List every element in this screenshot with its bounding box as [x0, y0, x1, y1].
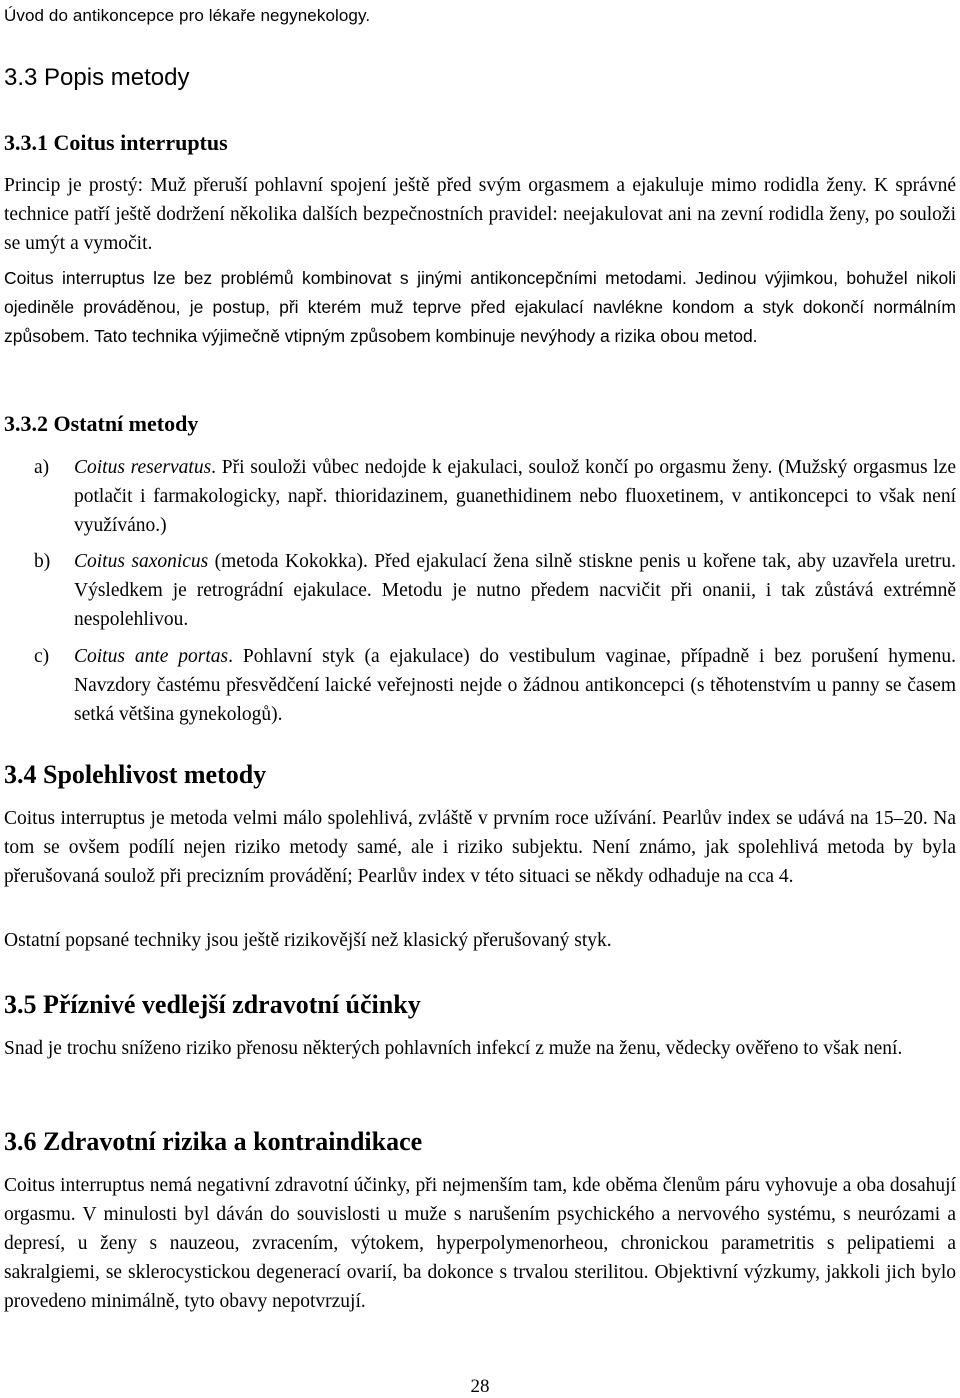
list-marker: a)	[34, 457, 50, 478]
paragraph-risks: Coitus interruptus nemá negativní zdravotní účinky, při nejmenším tam, kde oběma členům páru vyhovuje a oba dosahují orgasmu. V minulosti byl dáván do souvislosti u muže s narušením psychického a nervového systému, s neurózami a depresí, u ženy s nauzeou, zvracením, výtokem, hyperpolymenorheou, chronickou parametritis s pelipatiemi a sakralgiemi, se sklerocystickou degenerací ovarií, ba dokonce s trvalou sterilitou. Objektivní výzkumy, jakkoli jich bylo provedeno minimálně, tyto obavy nepotvrzují.	[4, 1175, 956, 1312]
subsection-heading-3-3-1: 3.3.1 Coitus interruptus	[4, 130, 228, 155]
section-heading-3-5: 3.5 Příznivé vedlejší zdravotní účinky	[4, 990, 421, 1019]
list-marker: b)	[34, 551, 51, 572]
list-item-body	[74, 547, 956, 634]
list-item-body	[74, 453, 956, 540]
page-number: 28	[470, 1376, 490, 1397]
method-description: . Pohlavní styk (a ejakulace) do vestibulum vaginae, případně i bez porušení hymenu. Navzdory častému přesvědčení laické veřejnosti nejde o žádnou antikoncepci (s těhotenstvím u panny se časem setká většina gynekologů).	[74, 646, 956, 725]
paragraph-other-techniques: Ostatní popsané techniky jsou ještě rizikovější než klasický přerušovaný styk.	[4, 930, 612, 951]
section-heading-3-3: 3.3 Popis metody	[4, 64, 190, 91]
paragraph-benefits: Snad je trochu sníženo riziko přenosu některých pohlavních infekcí z muže na ženu, vědecky ověřeno to však není.	[4, 1038, 903, 1059]
running-header: Úvod do antikoncepce pro lékaře negynekology.	[4, 6, 371, 25]
method-name: Coitus saxonicus	[74, 551, 209, 572]
paragraph-combination: Coitus interruptus lze bez problémů kombinovat s jinými antikoncepčními metodami. Jedinou výjimkou, bohužel nikoli ojediněle prováděnou, je postup, při kterém muž teprve před ejakulací navlékne kondom a styk dokončí normálním způsobem. Tato technika výjimečně vtipným způsobem kombinuje nevýhody a rizika obou metod.	[4, 268, 956, 346]
method-name: Coitus reservatus	[74, 457, 212, 478]
method-name: Coitus ante portas	[74, 646, 229, 667]
list-item-body	[74, 642, 956, 729]
paragraph-reliability: Coitus interruptus je metoda velmi málo spolehlivá, zvláště v prvním roce užívání. Pearlův index se udává na 15–20. Na tom se ovšem podílí nejen riziko metody samé, ale i riziko subjektu. Není známo, jak spolehlivá metoda by byla přerušovaná soulož při precizním provádění; Pearlův index v této situaci se někdy odhaduje na cca 4.	[4, 808, 956, 887]
method-description: . Při souloži vůbec nedojde k ejakulaci, soulož končí po orgasmu ženy. (Mužský orgasmus lze potlačit i farmakologicky, např. thioridazinem, guanethidinem nebo fluoxetinem, v antikoncepci to však není využíváno.)	[74, 457, 956, 536]
section-heading-3-4: 3.4 Spolehlivost metody	[4, 760, 267, 789]
subsection-heading-3-3-2: 3.3.2 Ostatní metody	[4, 411, 199, 436]
paragraph-principle: Princip je prostý: Muž přeruší pohlavní spojení ještě před svým orgasmem a ejakuluje mimo rodidla ženy. K správné technice patří ještě dodržení několika dalších bezpečnostních pravidel: neejakulovat ani na zevní rodidla ženy, po souloži se umýt a vymočit.	[4, 175, 956, 254]
method-description: (metoda Kokokka). Před ejakulací žena silně stiskne penis u kořene tak, aby uzavřela uretru. Výsledkem je retrográdní ejakulace. Metodu je nutno předem nacvičit při onanii, i tak zůstává extrémně nespolehlivou.	[74, 551, 957, 630]
list-marker: c)	[34, 646, 50, 667]
section-heading-3-6: 3.6 Zdravotní rizika a kontraindikace	[4, 1127, 423, 1156]
